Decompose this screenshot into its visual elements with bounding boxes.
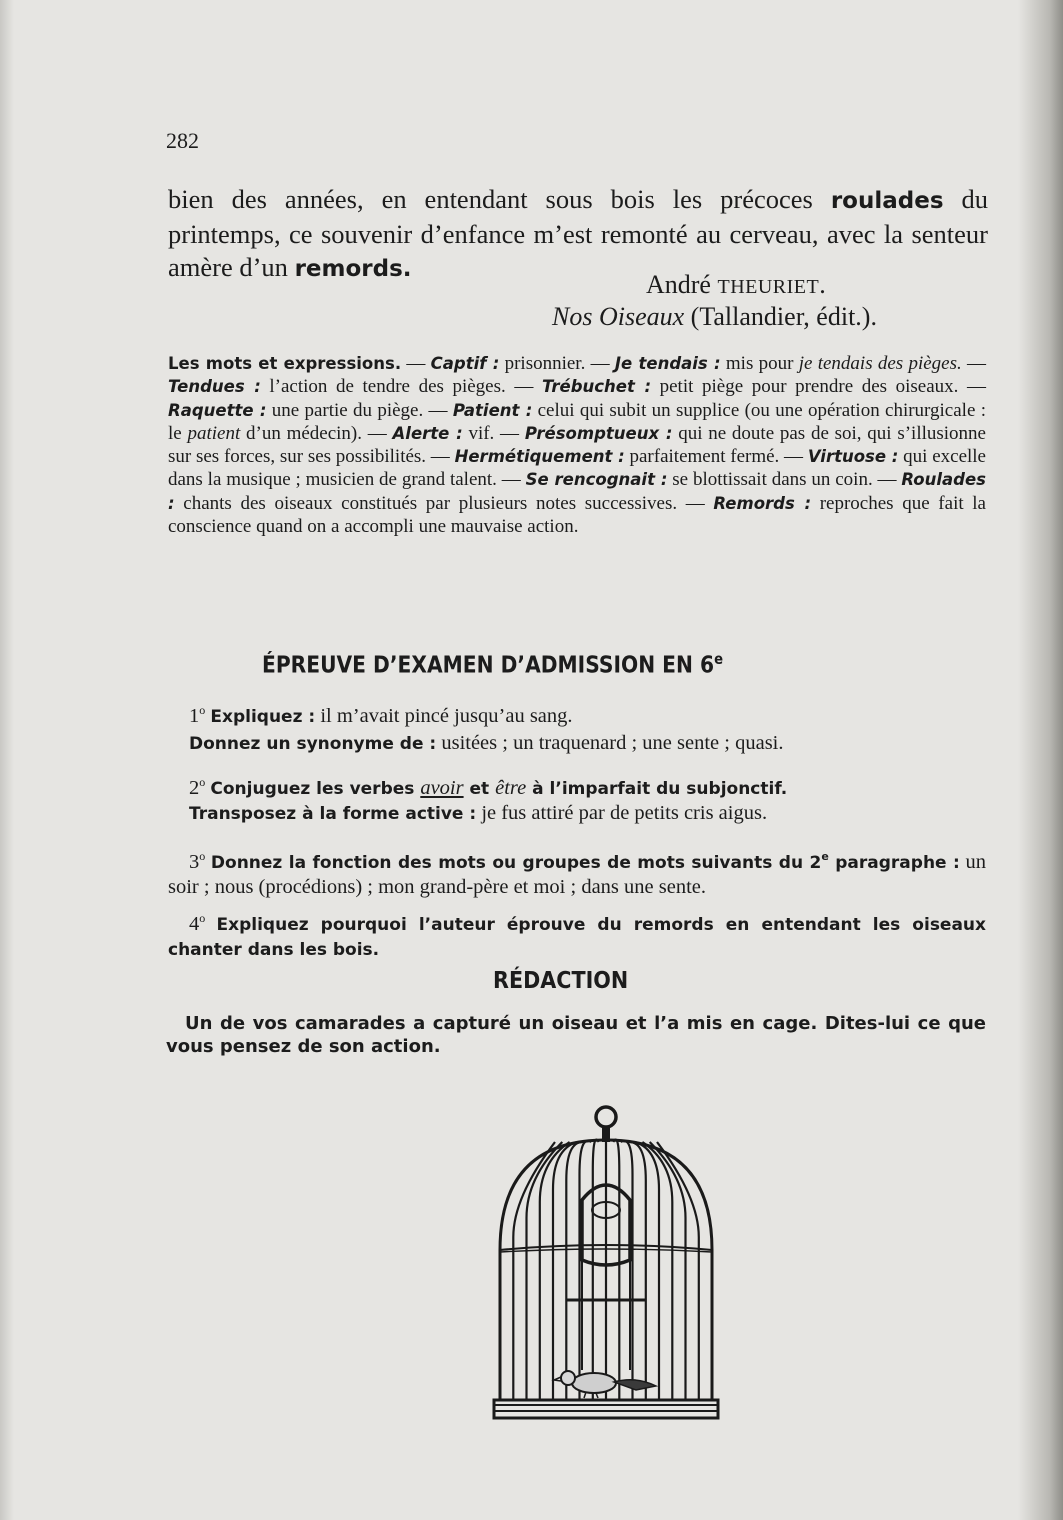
vocabulary-entry — [542, 376, 986, 397]
author-name — [646, 270, 826, 300]
q2b-label: Transposez à la forme active : — [189, 804, 477, 824]
redaction-prompt: Un de vos camarades a capturé un oiseau et l’a mis en cage. Dites-lui ce que vous pensez de son action. — [166, 1013, 986, 1057]
vocabulary-definition: parfaitement fermé. — — [624, 446, 808, 468]
q3-degree: o — [199, 849, 206, 863]
excerpt-bold-2: remords. — [294, 256, 412, 282]
vocabulary-entry — [168, 400, 453, 421]
cage-bar — [593, 1140, 599, 1400]
vocabulary-term: Se rencognait : — [525, 470, 668, 490]
q1-number: 1 — [189, 704, 200, 727]
author-first-name: André — [646, 270, 718, 299]
vocabulary-definition: reproches que fait la conscience quand on a accompli une mauvaise action. — [168, 492, 986, 538]
q1-text: il m’avait pincé jusqu’au sang. — [315, 704, 573, 727]
vocabulary-term: Présomptueux : — [524, 423, 673, 443]
vocabulary-term: Patient : — [452, 400, 533, 420]
q1b-text: usitées ; un traquenard ; une sente ; quasi. — [436, 732, 784, 754]
cage-bar — [553, 1142, 577, 1400]
vocabulary-term: Hermétiquement : — [454, 447, 625, 467]
q1-degree: o — [199, 703, 206, 717]
vocabulary-entry — [393, 423, 525, 444]
author-last-name: THEURIET — [717, 276, 820, 298]
q2-degree: o — [199, 775, 206, 789]
q3-label-end: paragraphe : — [828, 852, 960, 873]
vocabulary-entry — [615, 353, 986, 374]
vocabulary-term: Virtuose : — [807, 447, 899, 467]
q4-label: Expliquez pourquoi l’auteur éprouve du remords en entendant les oiseaux chanter dans les bois. — [168, 914, 987, 960]
vocabulary-entry — [168, 376, 542, 397]
book-spine-shadow — [1018, 0, 1063, 1520]
redaction-title: RÉDACTION — [493, 968, 629, 994]
vocabulary-definition-end: d’un médecin). — — [240, 422, 393, 444]
page-edge-shadow — [0, 0, 14, 1520]
exam-title-sup: e — [714, 650, 724, 668]
q2-verb-2: être — [495, 776, 527, 799]
question-1b — [189, 731, 784, 756]
vocabulary-heading: Les mots et expressions. — [168, 354, 402, 373]
q3-text: un soir ; nous (procédions) ; mon grand-père et moi ; dans une sente. — [168, 850, 986, 898]
vocabulary-entries — [168, 353, 986, 537]
exam-title-text: ÉPREUVE D’EXAMEN D’ADMISSION EN 6 — [262, 652, 715, 679]
vocabulary-entry — [526, 469, 902, 490]
vocabulary-term: Trébuchet : — [541, 377, 652, 397]
vocabulary-term: Remords : — [713, 493, 812, 513]
vocabulary-term: Je tendais : — [614, 354, 721, 373]
question-1 — [189, 698, 573, 729]
vocabulary-definition: qui excelle dans la musique ; musicien de grand talent. — — [168, 446, 986, 491]
excerpt-paragraph — [168, 183, 988, 286]
book-source — [552, 302, 877, 332]
vocabulary-definition-end: — — [961, 353, 987, 374]
vocabulary-definition: mis pour — [720, 353, 799, 374]
vocabulary-term: Alerte : — [392, 423, 463, 443]
question-2 — [189, 770, 787, 801]
book-title: Nos Oiseaux — [552, 302, 685, 331]
cage-bar — [635, 1142, 659, 1400]
question-3 — [168, 844, 986, 899]
exam-title — [262, 650, 723, 679]
vocabulary-definition: prisonnier. — — [499, 353, 615, 374]
cage-bar — [650, 1142, 686, 1400]
vocabulary-definition: se blottissait dans un coin. — — [667, 469, 902, 491]
q4-number: 4 — [189, 912, 200, 935]
excerpt-text-2: du printemps, ce souvenir d’enfance m’est remonté au cerveau, avec la senteur amère d’un — [168, 184, 988, 282]
cage-ring-icon — [596, 1107, 616, 1127]
q2-label-2: et — [463, 778, 496, 799]
vocabulary-term: Captif : — [430, 354, 500, 373]
birdcage-illustration — [486, 1100, 726, 1430]
vocabulary-definition: chants des oiseaux constitués par plusieurs notes successives. — — [174, 492, 714, 514]
q2-label-1: Conjuguez les verbes — [210, 778, 421, 799]
vocabulary-example: je tendais des pièges. — [798, 353, 962, 374]
vocabulary-term: Raquette : — [168, 400, 267, 420]
q2-label-3: à l’imparfait du subjonctif. — [526, 778, 788, 799]
vocabulary-example: patient — [187, 422, 241, 444]
vocabulary-entry — [455, 446, 808, 467]
q2b-text: je fus attiré par de petits cris aigus. — [476, 802, 768, 824]
vocabulary-term: Roulades : — [168, 470, 986, 513]
page-number: 282 — [166, 128, 199, 153]
q1b-label: Donnez un synonyme de : — [189, 734, 437, 754]
vocabulary-definition: petit piège pour prendre des oiseaux. — — [651, 376, 986, 398]
question-2b — [189, 801, 767, 826]
cage-bar — [613, 1140, 619, 1400]
vocabulary-entry — [431, 353, 615, 374]
q1-label: Expliquez : — [210, 706, 316, 727]
vocabulary-notes: Les mots et expressions. — Captif : prisonnier. — Je tendais : mis pour je tendais des pièges. — Tendues : l’action de tendre des pièges. — Trébuchet : petit piège pour prendre des oiseaux. — Raquette : une partie du piège. — Patient : celui qui subit un supplice (ou une opération chirurgicale : le patient d’un médecin). — Alerte : vif. — Présomptueux : qui ne doute pas de soi, qui s’illusionne sur ses forces, sur ses possibilités. — Hermétiquement : parfaitement fermé. — Virtuose : qui excelle dans la musique ; musicien de grand talent. — Se rencognait : se blottissait dans un coin. — Roulades : chants des oiseaux constitués par plusieurs notes successives. — Remords : reproches que fait la conscience quand on a accompli une mauvaise action. — [168, 353, 987, 538]
excerpt-bold-1: roulades — [830, 188, 944, 214]
q2-verb-1: avoir — [420, 776, 464, 799]
cage-bar — [540, 1142, 570, 1400]
vocabulary-definition: une partie du piège. — — [266, 399, 453, 421]
vocabulary-definition: celui qui subit un supplice (ou une opération chirurgicale : le — [168, 399, 986, 444]
publisher: (Tallandier, édit.). — [684, 302, 877, 331]
vocabulary-definition: l’action de tendre des pièges. — — [260, 376, 542, 398]
q2-number: 2 — [189, 776, 200, 799]
cage-bar — [527, 1142, 563, 1400]
q3-number: 3 — [189, 850, 200, 873]
q4-degree: o — [199, 911, 206, 925]
vocabulary-definition: vif. — — [462, 422, 525, 444]
author-end: . — [819, 270, 826, 299]
vocabulary-definition: qui ne doute pas de soi, qui s’illusionne sur ses forces, sur ses possibilités. — — [168, 422, 986, 468]
excerpt-text-1: bien des années, en entendant sous bois les précoces — [168, 184, 831, 214]
question-4 — [168, 906, 986, 962]
q3-label-sup: e — [821, 850, 829, 863]
q3-label: Donnez la fonction des mots ou groupes de mots suivants du 2 — [210, 852, 822, 873]
vocabulary-term: Tendues : — [168, 377, 261, 397]
